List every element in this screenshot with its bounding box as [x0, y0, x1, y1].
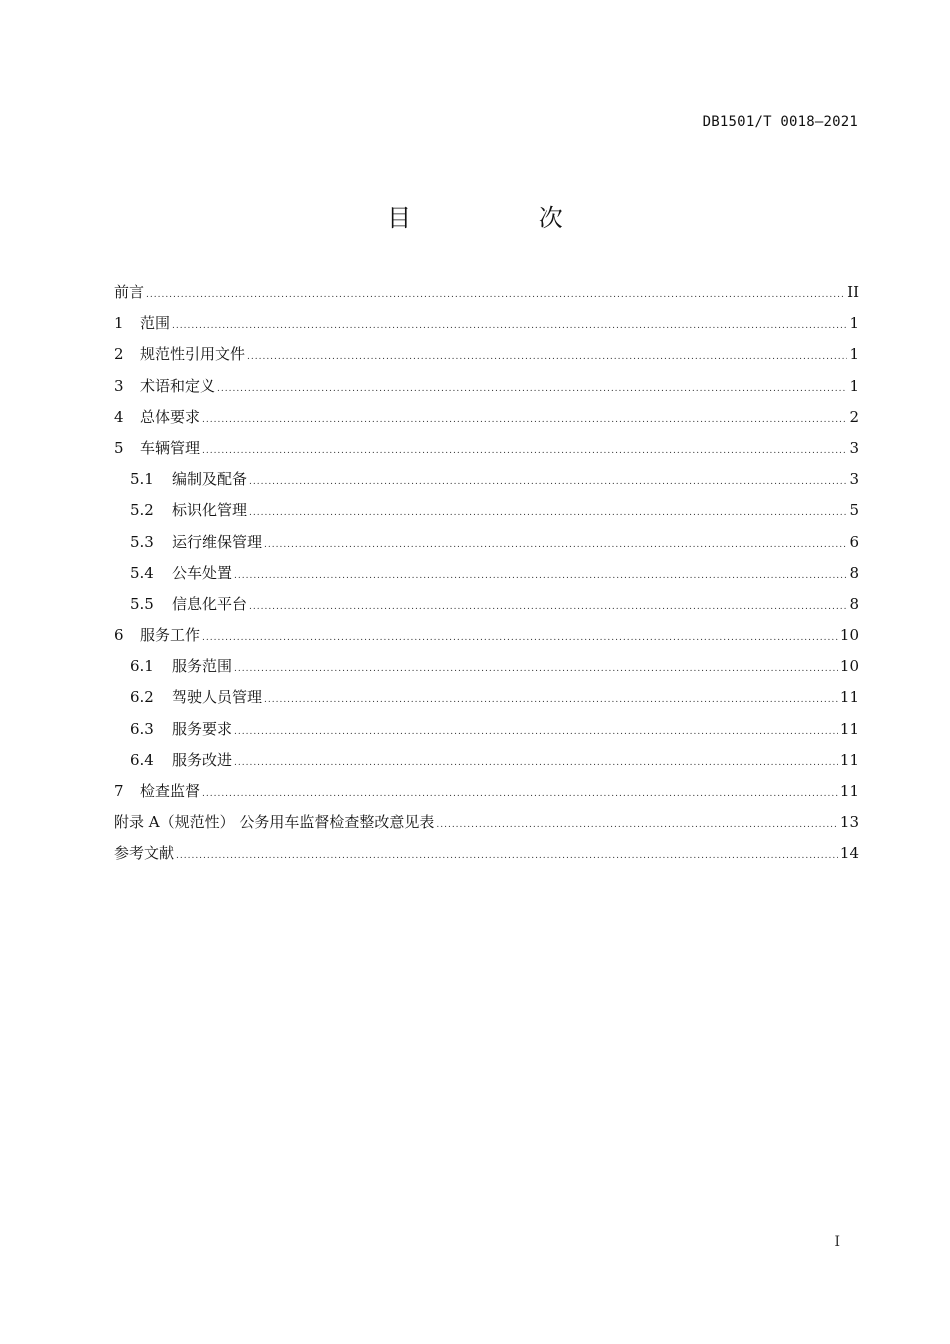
toc-entry-number: 5.1: [130, 470, 154, 489]
toc-entry-number: 6.3: [130, 719, 154, 738]
toc-entry-label: 服务要求: [172, 719, 233, 738]
toc-entry-label: 参考文献: [114, 844, 175, 863]
toc-entry-page: 13: [839, 813, 859, 832]
dot-leader: [234, 752, 838, 774]
dot-leader: [234, 565, 847, 587]
toc-entry-page: 10: [839, 657, 859, 676]
dot-leader: [202, 409, 847, 431]
dot-leader: [202, 440, 847, 462]
dot-leader: [264, 689, 838, 711]
toc-entry[interactable]: [114, 343, 859, 374]
toc-entry-label: 规范性引用文件: [140, 345, 246, 364]
toc-entry[interactable]: [114, 531, 859, 562]
toc-entry-number: 5.4: [130, 563, 154, 582]
toc-entry-page: 6: [849, 532, 859, 551]
toc-entry-label: 公车处置: [172, 563, 233, 582]
toc-entry[interactable]: [114, 375, 859, 406]
toc-entry-label: 驾驶人员管理: [172, 688, 263, 707]
dot-leader: [172, 315, 847, 337]
dot-leader: [249, 471, 847, 493]
dot-leader: [436, 814, 838, 836]
toc-entry-page: 2: [849, 407, 859, 426]
toc-entry[interactable]: [114, 312, 859, 343]
toc-entry[interactable]: [114, 749, 859, 780]
toc-entry-page: 8: [849, 594, 859, 613]
dot-leader: [249, 502, 847, 524]
toc-entry[interactable]: [114, 406, 859, 437]
toc-entry-number: 5.2: [130, 501, 154, 520]
toc-entry-label: 服务范围: [172, 657, 233, 676]
toc-entry-page: 10: [839, 626, 859, 645]
toc-entry[interactable]: [114, 499, 859, 530]
toc-entry-number: 2: [114, 345, 124, 364]
toc-entry[interactable]: [114, 811, 859, 842]
toc-entry[interactable]: [114, 655, 859, 686]
toc-entry-number: 5.5: [130, 594, 154, 613]
dot-leader: [146, 284, 845, 306]
toc-entry-label: 服务改进: [172, 750, 233, 769]
toc-entry-label: 附录 A（规范性） 公务用车监督检查整改意见表: [114, 813, 435, 832]
toc-entry-page: 11: [839, 688, 859, 707]
toc-entry-page: II: [847, 283, 859, 301]
toc-entry-label: 前言: [114, 283, 145, 301]
toc-entry[interactable]: [114, 686, 859, 717]
toc-entry-number: 7: [114, 782, 124, 800]
toc-entry-page: 1: [849, 314, 859, 333]
page-title: 目 次: [387, 204, 623, 232]
toc-entry-label: 运行维保管理: [172, 532, 263, 551]
toc-entry-number: 6.1: [130, 657, 154, 676]
dot-leader: [234, 721, 838, 743]
toc-entry-page: 11: [839, 750, 859, 769]
toc-entry-number: 6: [114, 626, 124, 645]
toc-entry-number: 5.3: [130, 532, 154, 551]
toc-entry[interactable]: [114, 593, 859, 624]
table-of-contents: [114, 281, 859, 874]
toc-entry-page: 5: [849, 501, 859, 520]
toc-entry-number: 6.4: [130, 750, 154, 769]
toc-entry-page: 1: [849, 345, 859, 364]
toc-entry-number: 6.2: [130, 688, 154, 707]
toc-entry-label: 编制及配备: [172, 470, 248, 489]
toc-entry-page: 8: [849, 563, 859, 582]
dot-leader: [202, 783, 838, 805]
toc-entry-number: 1: [114, 314, 124, 333]
dot-leader: [234, 658, 838, 680]
toc-entry-label: 检查监督: [140, 782, 201, 800]
toc-entry[interactable]: [114, 468, 859, 499]
toc-entry-page: 11: [839, 719, 859, 738]
dot-leader: [176, 845, 838, 867]
toc-entry[interactable]: [114, 842, 859, 873]
toc-entry-page: 3: [849, 470, 859, 489]
toc-entry[interactable]: [114, 718, 859, 749]
toc-entry[interactable]: [114, 780, 859, 811]
toc-entry-label: 范围: [140, 314, 171, 333]
toc-entry-page: 1: [849, 376, 859, 395]
toc-entry-label: 车辆管理: [140, 438, 201, 457]
toc-entry[interactable]: [114, 437, 859, 468]
dot-leader: [202, 627, 838, 649]
toc-entry[interactable]: [114, 281, 859, 312]
toc-entry-label: 信息化平台: [172, 594, 248, 613]
toc-entry[interactable]: [114, 562, 859, 593]
dot-leader: [249, 596, 847, 618]
toc-entry-label: 服务工作: [140, 626, 201, 645]
toc-entry-label: 术语和定义: [140, 376, 216, 395]
dot-leader: [217, 378, 847, 400]
toc-entry-page: 3: [849, 438, 859, 457]
toc-entry-label: 标识化管理: [172, 501, 248, 520]
toc-entry-number: 4: [114, 407, 124, 426]
toc-entry-number: 5: [114, 438, 124, 457]
document-id: DB1501/T 0018—2021: [702, 114, 858, 130]
page-number: I: [834, 1234, 840, 1250]
toc-entry-page: 14: [839, 844, 859, 863]
toc-entry[interactable]: [114, 624, 859, 655]
dot-leader: [247, 346, 847, 368]
toc-entry-page: 11: [839, 782, 859, 800]
toc-entry-label: 总体要求: [140, 407, 201, 426]
toc-entry-number: 3: [114, 376, 124, 395]
dot-leader: [264, 534, 847, 556]
